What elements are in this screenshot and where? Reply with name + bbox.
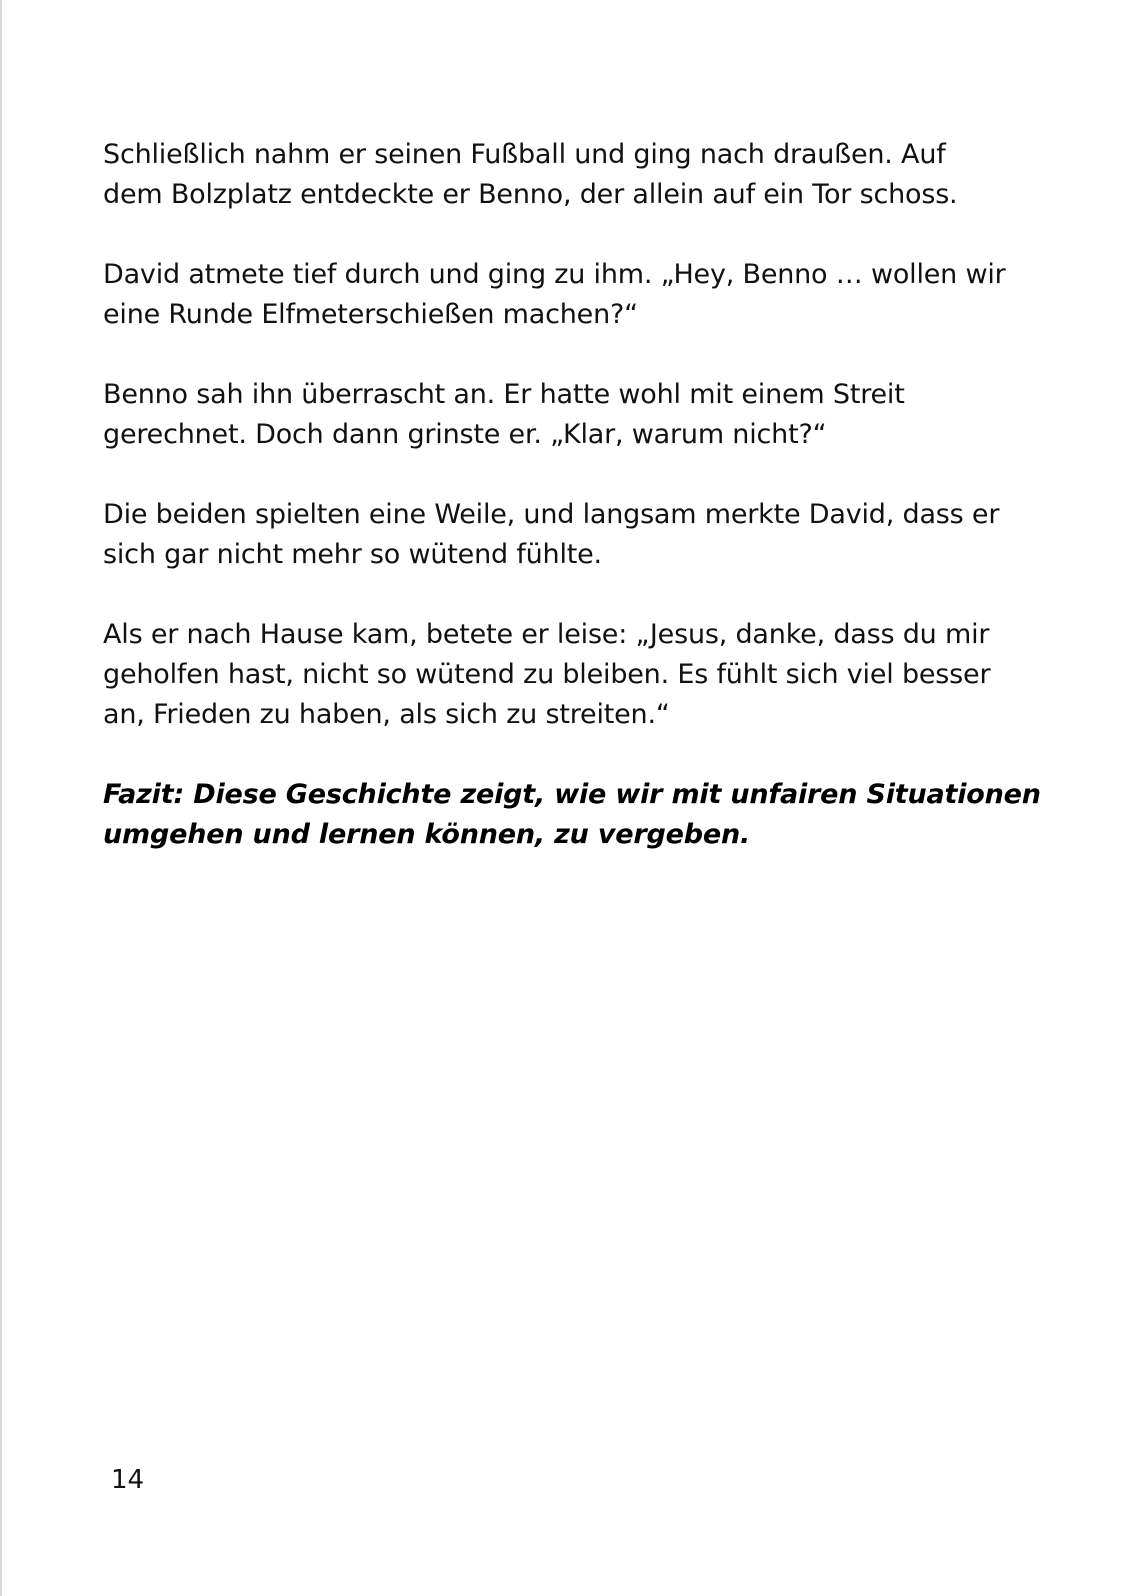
conclusion <box>103 775 1063 855</box>
text-line: Die beiden spielten eine Weile, und langsam merkte David, dass er <box>103 499 1000 530</box>
text-line: dem Bolzplatz entdeckte er Benno, der allein auf ein Tor schoss. <box>103 179 958 210</box>
paragraph-5 <box>103 615 1063 735</box>
page-number: 14 <box>111 1465 145 1495</box>
text-line: geholfen hast, nicht so wütend zu bleiben. Es fühlt sich viel besser <box>103 659 991 690</box>
text-line: Schließlich nahm er seinen Fußball und ging nach draußen. Auf <box>103 139 946 170</box>
page-edge <box>0 0 2 1596</box>
text-line: Benno sah ihn überrascht an. Er hatte wohl mit einem Streit <box>103 379 905 410</box>
text-line: eine Runde Elfmeterschießen machen?“ <box>103 299 638 330</box>
text-line: Als er nach Hause kam, betete er leise: „Jesus, danke, dass du mir <box>103 619 990 650</box>
text-line: David atmete tief durch und ging zu ihm. „Hey, Benno … wollen wir <box>103 259 1006 290</box>
text-line: sich gar nicht mehr so wütend fühlte. <box>103 539 602 570</box>
conclusion-line: Fazit: Diese Geschichte zeigt, wie wir mit unfairen Situationen <box>103 779 1041 810</box>
story-text <box>103 135 1063 855</box>
paragraph-1 <box>103 135 1063 215</box>
text-line: an, Frieden zu haben, als sich zu streiten.“ <box>103 699 670 730</box>
text-line: gerechnet. Doch dann grinste er. „Klar, warum nicht?“ <box>103 419 827 450</box>
paragraph-4 <box>103 495 1063 575</box>
paragraph-2 <box>103 255 1063 335</box>
conclusion-line: umgehen und lernen können, zu vergeben. <box>103 819 751 850</box>
paragraph-3 <box>103 375 1063 455</box>
